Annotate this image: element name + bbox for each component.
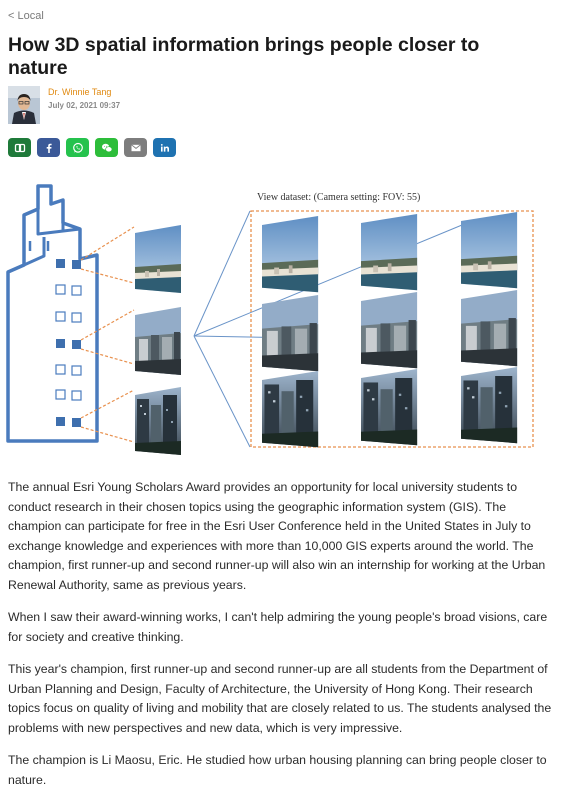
linkedin-icon (159, 142, 171, 154)
dataset-grid (262, 212, 517, 447)
camera-view-bottom (135, 387, 181, 455)
building-windows (56, 259, 81, 427)
article-paragraph: The annual Esri Young Scholars Award provides an opportunity for local university students to conduct research in their chosen topics using the geographic information system (GIS). The champion can participate for free in the Esri User Conference held in the United States in July to exchange knowledge and experiences with more than 10,000 GIS experts around the world. The champion, first runner-up and second runner-up will also win an internship for working at the Urban Renewal Authority, same as previous years. (8, 480, 546, 592)
share-bar (8, 138, 176, 157)
facebook-icon (43, 142, 55, 154)
whatsapp-icon (72, 142, 84, 154)
author-name-link[interactable]: Dr. Winnie Tang (48, 87, 112, 97)
building-illustration (8, 186, 97, 441)
article-title: How 3D spatial information brings people closer to nature (8, 34, 480, 79)
share-linkedin-button[interactable] (153, 138, 176, 157)
dataset-caption: View dataset: (Camera setting: FOV: 55) (257, 192, 421, 203)
share-facebook-button[interactable] (37, 138, 60, 157)
share-whatsapp-button[interactable] (66, 138, 89, 157)
article-body (8, 478, 556, 803)
back-to-local-link[interactable]: < Local (8, 10, 44, 22)
dataset-view-figure (0, 177, 562, 467)
link-icon (14, 142, 26, 154)
article-paragraph: The champion is Li Maosu, Eric. He studied how urban housing planning can bring people closer to nature. (8, 753, 547, 787)
author-avatar (8, 86, 40, 124)
email-icon (130, 142, 142, 154)
camera-view-middle (135, 307, 181, 375)
camera-view-top (135, 225, 181, 293)
fan-lines (194, 211, 462, 447)
share-email-button[interactable] (124, 138, 147, 157)
article-paragraph: This year's champion, first runner-up and second runner-up are all students from the Department of Urban Planning and Design, Faculty of Architecture, the University of Hong Kong. Their research topics focus on quality of living and mobility that are closely related to us. The students analysed the problems with new perspectives and new data, which is very impressive. (8, 662, 552, 735)
share-link-button[interactable] (8, 138, 31, 157)
article-paragraph: When I saw their award-winning works, I can't help admiring the young people's broad visions, care for society and creative thinking. (8, 610, 548, 644)
projection-lines (81, 227, 134, 442)
wechat-icon (101, 142, 113, 154)
share-wechat-button[interactable] (95, 138, 118, 157)
publish-date: July 02, 2021 09:37 (48, 101, 121, 110)
